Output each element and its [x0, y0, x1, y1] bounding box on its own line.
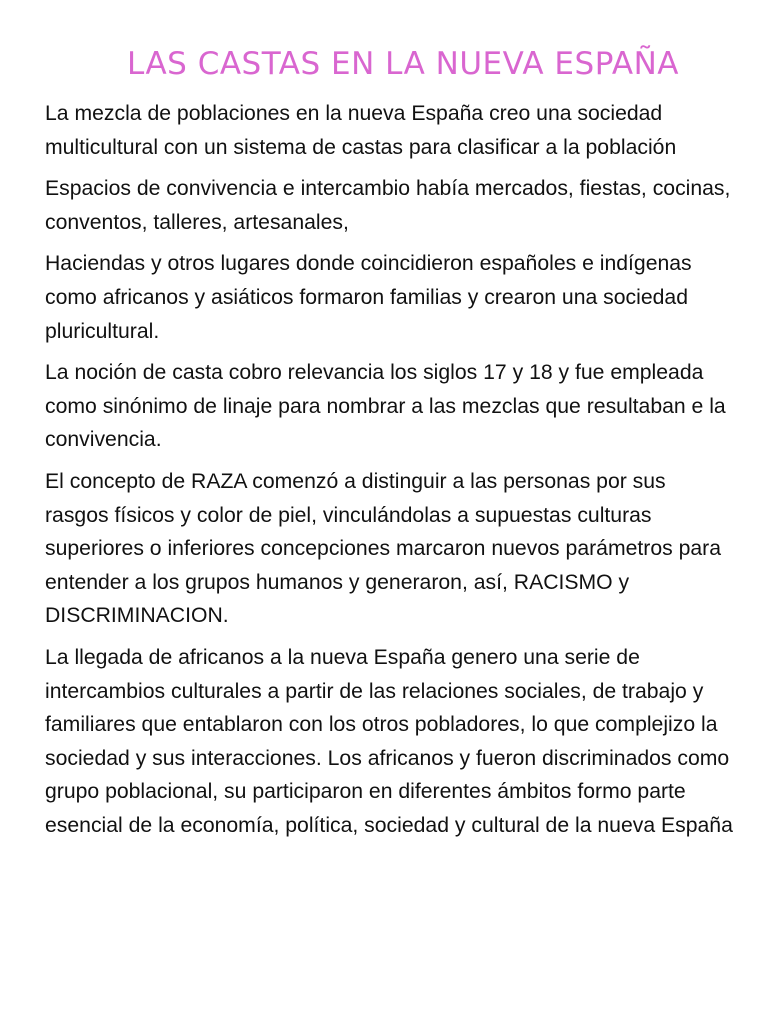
paragraph-1: La mezcla de poblaciones en la nueva España creo una sociedad multicultural con un sistema de castas para clasificar a la población — [45, 102, 677, 159]
document-body — [45, 97, 735, 850]
document-title: LAS CASTAS EN LA NUEVA ESPAÑA — [126, 46, 680, 82]
paragraph-2: Espacios de convivencia e intercambio había mercados, fiestas, cocinas, conventos, talleres, artesanales, — [45, 177, 731, 234]
paragraph-3: Haciendas y otros lugares donde coincidieron españoles e indígenas como africanos y asiáticos formaron familias y crearon una sociedad pluricultural. — [45, 252, 692, 343]
paragraph-5: El concepto de RAZA comenzó a distinguir a las personas por sus rasgos físicos y color de piel, vinculándolas a supuestas culturas superiores o inferiores concepciones marcaron nuevos parámetros para entender a los grupos humanos y generaron, así, RACISMO y DISCRIMINACION. — [45, 469, 721, 628]
paragraph-4: La noción de casta cobro relevancia los siglos 17 y 18 y fue empleada como sinónimo de linaje para nombrar a las mezclas que resultaban e la convivencia. — [45, 361, 726, 452]
paragraph-6: La llegada de africanos a la nueva España genero una serie de intercambios culturales a partir de las relaciones sociales, de trabajo y familiares que entablaron con los otros pobladores, lo que complejizo la sociedad y sus interacciones. Los africanos y fueron discriminados como grupo poblacional, su participaron en diferentes ámbitos formo parte esencial de la economía, política, sociedad y cultural de la nueva España — [45, 645, 733, 837]
